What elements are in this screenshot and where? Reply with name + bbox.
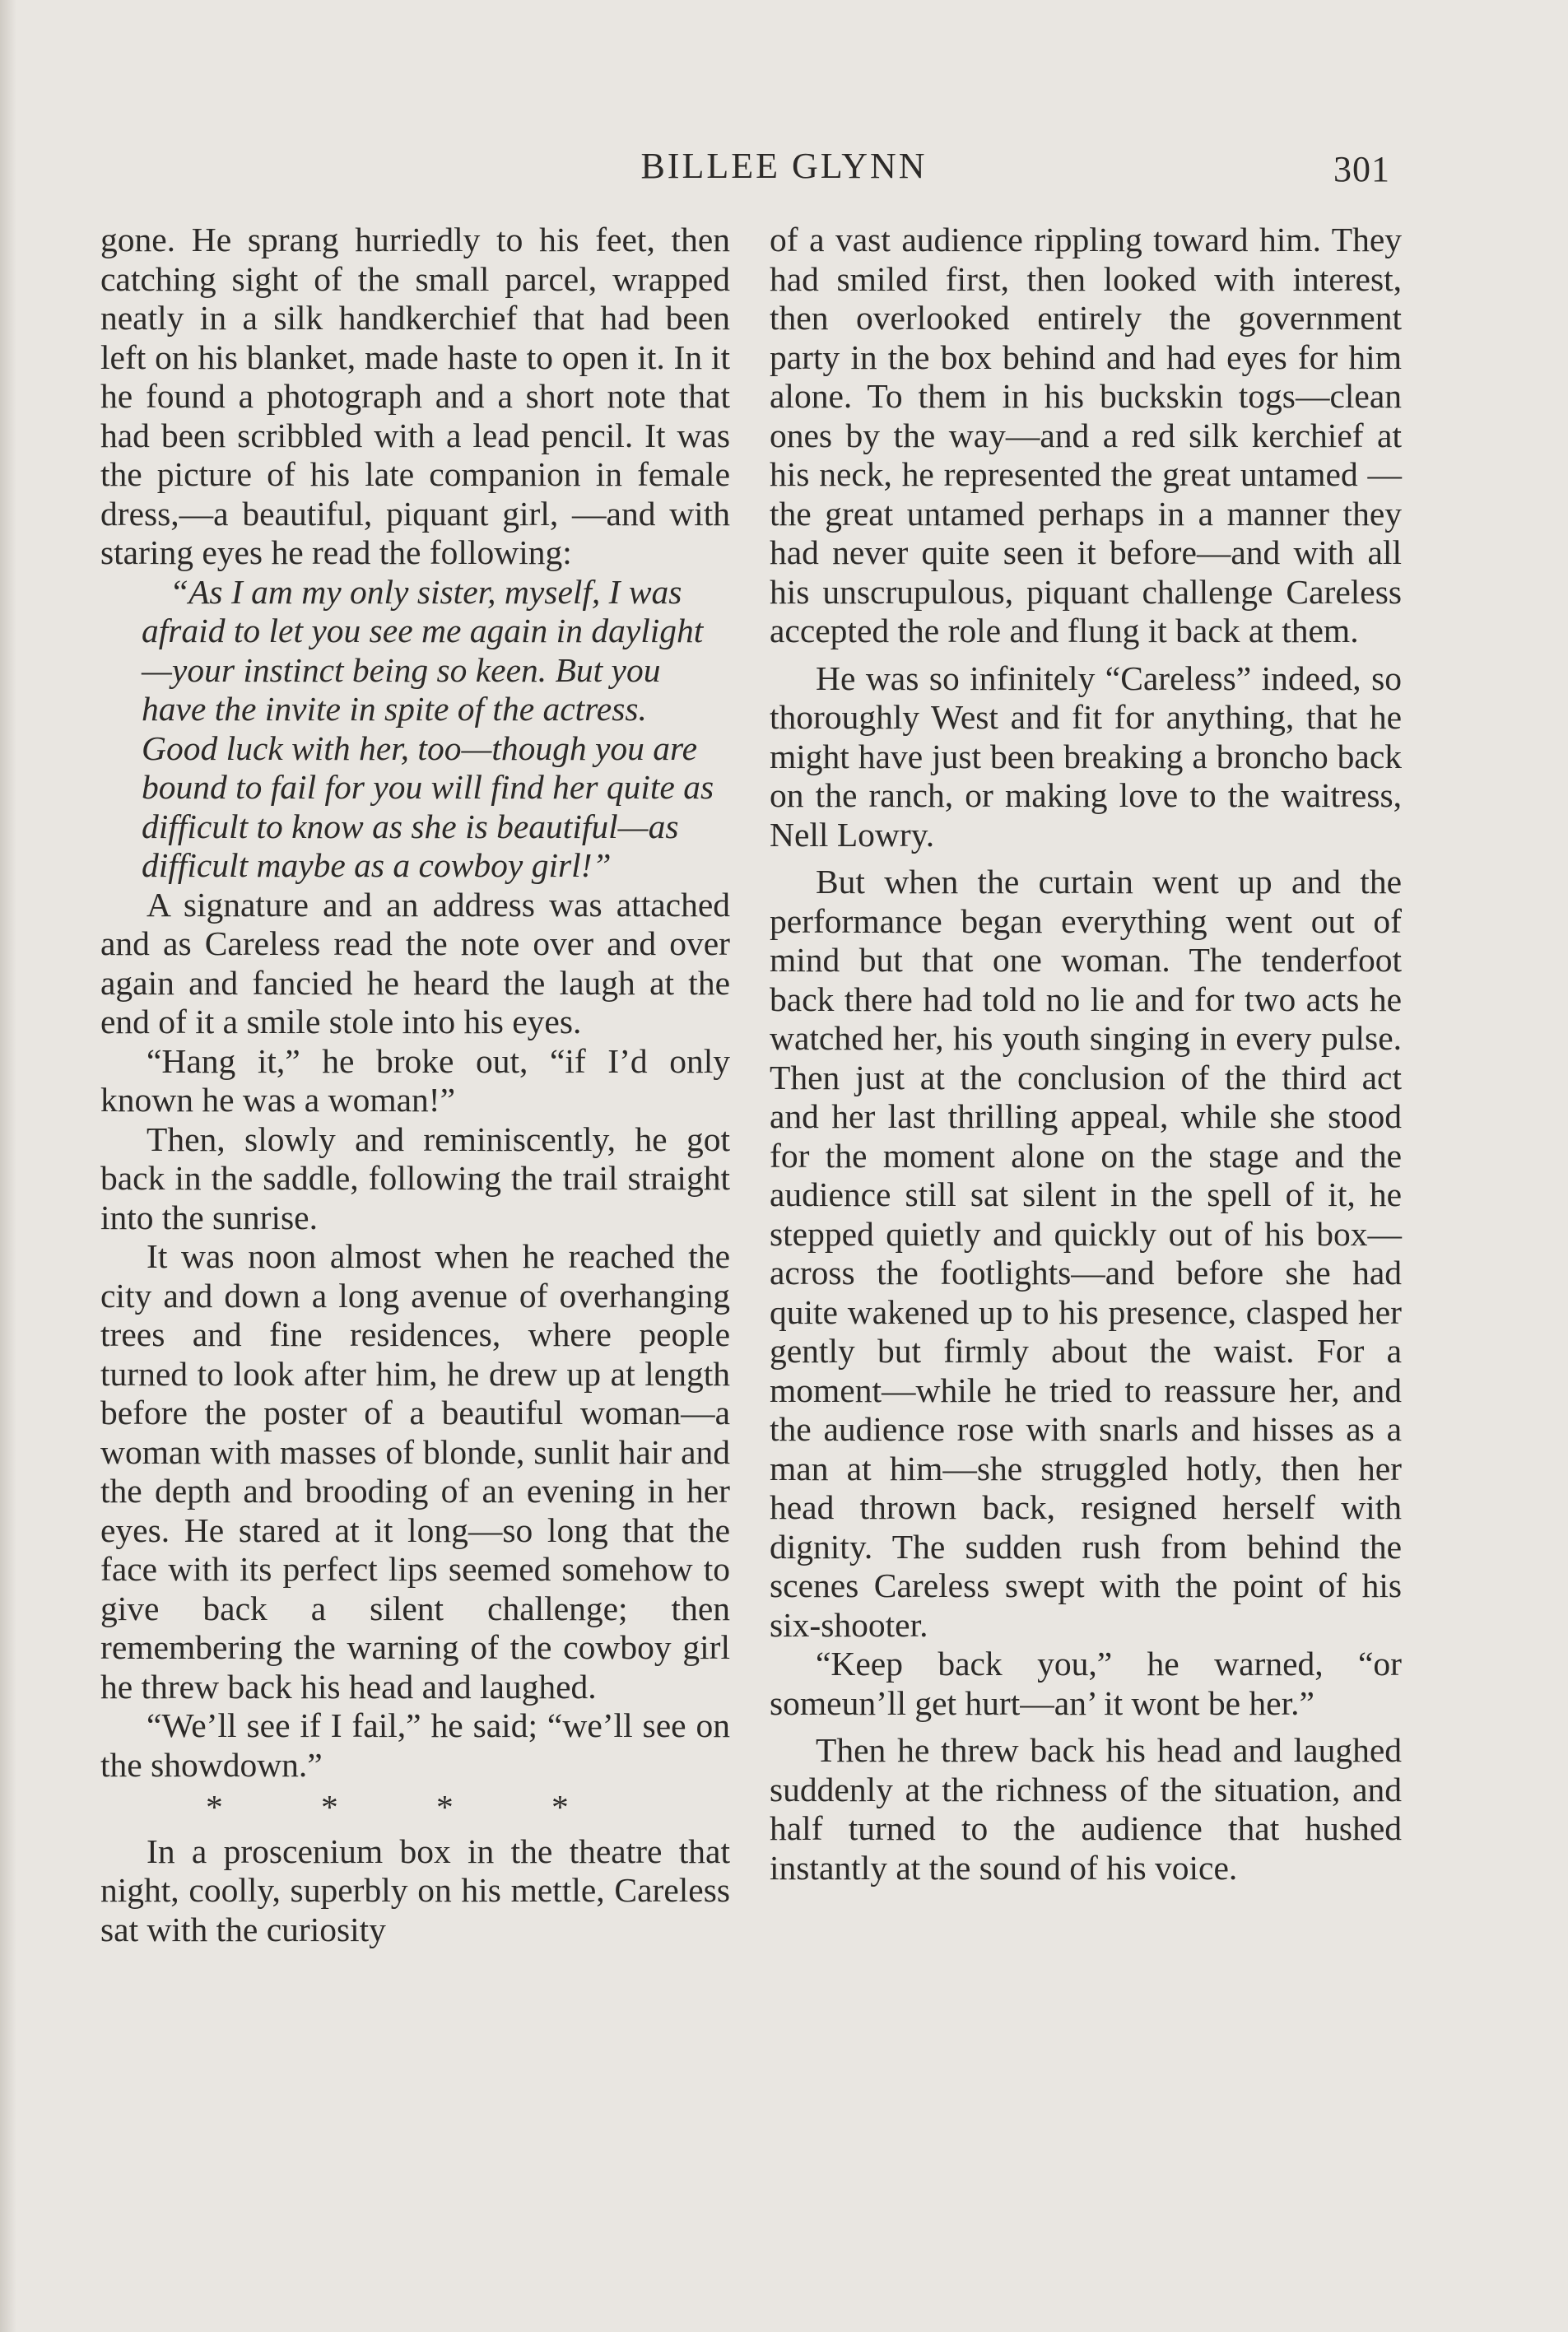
- section-break: [100, 1788, 730, 1827]
- paragraph: of a vast audience rippling toward him. They had smiled first, then looked with interest, then overlooked entirely the government party in the box behind and had eyes for him alone. To them in his buckskin togs—clean ones by the way—and a red silk kerchief at his neck, he represented the great untamed —the great untamed perhaps in a manner they had never quite seen it before—and with all his unscrupulous, piquant challenge Careless accepted the role and flung it back at them.: [770, 221, 1402, 649]
- paragraph: Then, slowly and reminiscently, he got back in the saddle, following the trail straight into the sunrise.: [100, 1119, 730, 1236]
- paragraph: Then he threw back his head and laughed suddenly at the richness of the situation, and half turned to the audience that hushed instantly at the sound of his voice.: [770, 1731, 1402, 1887]
- section-break-star: *: [436, 1788, 454, 1826]
- page-number: 301: [1333, 149, 1390, 189]
- paragraph: It was noon almost when he reached the city and down a long avenue of overhanging trees and fine residences, where people turned to look after him, he drew up at length before the poster of a beautiful woman—a woman with masses of blonde, sunlit hair and the depth and brooding of an evening in her eyes. He stared at it long—so long that the face with its perfect lips seemed somehow to give back a silent challenge; then remembering the warning of the cowboy girl he threw back his head and laughed.: [100, 1237, 730, 1706]
- right-column: [770, 221, 1402, 1887]
- paragraph: He was so infinitely “Careless” indeed, so thoroughly West and fit for anything, that he might have just been breaking a broncho back on the ranch, or making love to the waitress, Nell Lowry.: [770, 659, 1402, 854]
- section-break-star: *: [551, 1788, 569, 1826]
- section-break-star: *: [321, 1788, 338, 1826]
- paragraph: In a proscenium box in the theatre that night, coolly, superbly on his mettle, Careless sat with the curiosity: [100, 1832, 730, 1948]
- paragraph: “Keep back you,” he warned, “or someun’ll get hurt—an’ it wont be her.”: [770, 1645, 1402, 1722]
- running-header-title: BILLEE GLYNN: [640, 146, 928, 186]
- paragraph: “Hang it,” he broke out, “if I’d only known he was a woman!”: [100, 1041, 730, 1119]
- left-column: [100, 221, 730, 1949]
- page-spine-shadow: [0, 0, 16, 2332]
- quoted-letter: [100, 573, 730, 886]
- paragraph: A signature and an address was attached and as Careless read the note over and over again and fancied he heard the laugh at the end of it a smile stole into his eyes.: [100, 885, 730, 1040]
- paragraph: “We’ll see if I fail,” he said; “we’ll see on the showdown.”: [100, 1706, 730, 1784]
- section-break-star: *: [206, 1788, 223, 1826]
- paragraph: gone. He sprang hurriedly to his feet, then catching sight of the small parcel, wrapped neatly in a silk handkerchief that had been left on his blanket, made haste to open it. In it he found a photograph and a short note that had been scribbled with a lead pencil. It was the picture of his late companion in female dress,—a beautiful, piquant girl, —and with staring eyes he read the following:: [100, 221, 730, 571]
- paragraph: But when the curtain went up and the performance began everything went out of mind but that one woman. The tenderfoot back there had told no lie and for two acts he watched her, his youth singing in every pulse. Then just at the conclusion of the third act and her last thrilling appeal, while she stood for the moment alone on the stage and the audience still sat silent in the spell of it, he stepped quietly and quickly out of his box—across the footlights—and before she had quite wakened up to his presence, clasped her gently but firmly about the waist. For a moment—while he tried to reassure her, and the audience rose with snarls and hisses as a man at him—she struggled hotly, then her head thrown back, resigned herself with dignity. The sudden rush from behind the scenes Careless swept with the point of his six-shooter.: [770, 863, 1402, 1644]
- letter-text: “As I am my only sister, myself, I was afraid to let you see me again in daylight—your instinct being so keen. But you have the invite in spite of the actress. Good luck with her, too—though you are bound to fail for you will find her quite as difficult to know as she is beautiful—as difficult maybe as a cowboy girl!”: [142, 572, 714, 884]
